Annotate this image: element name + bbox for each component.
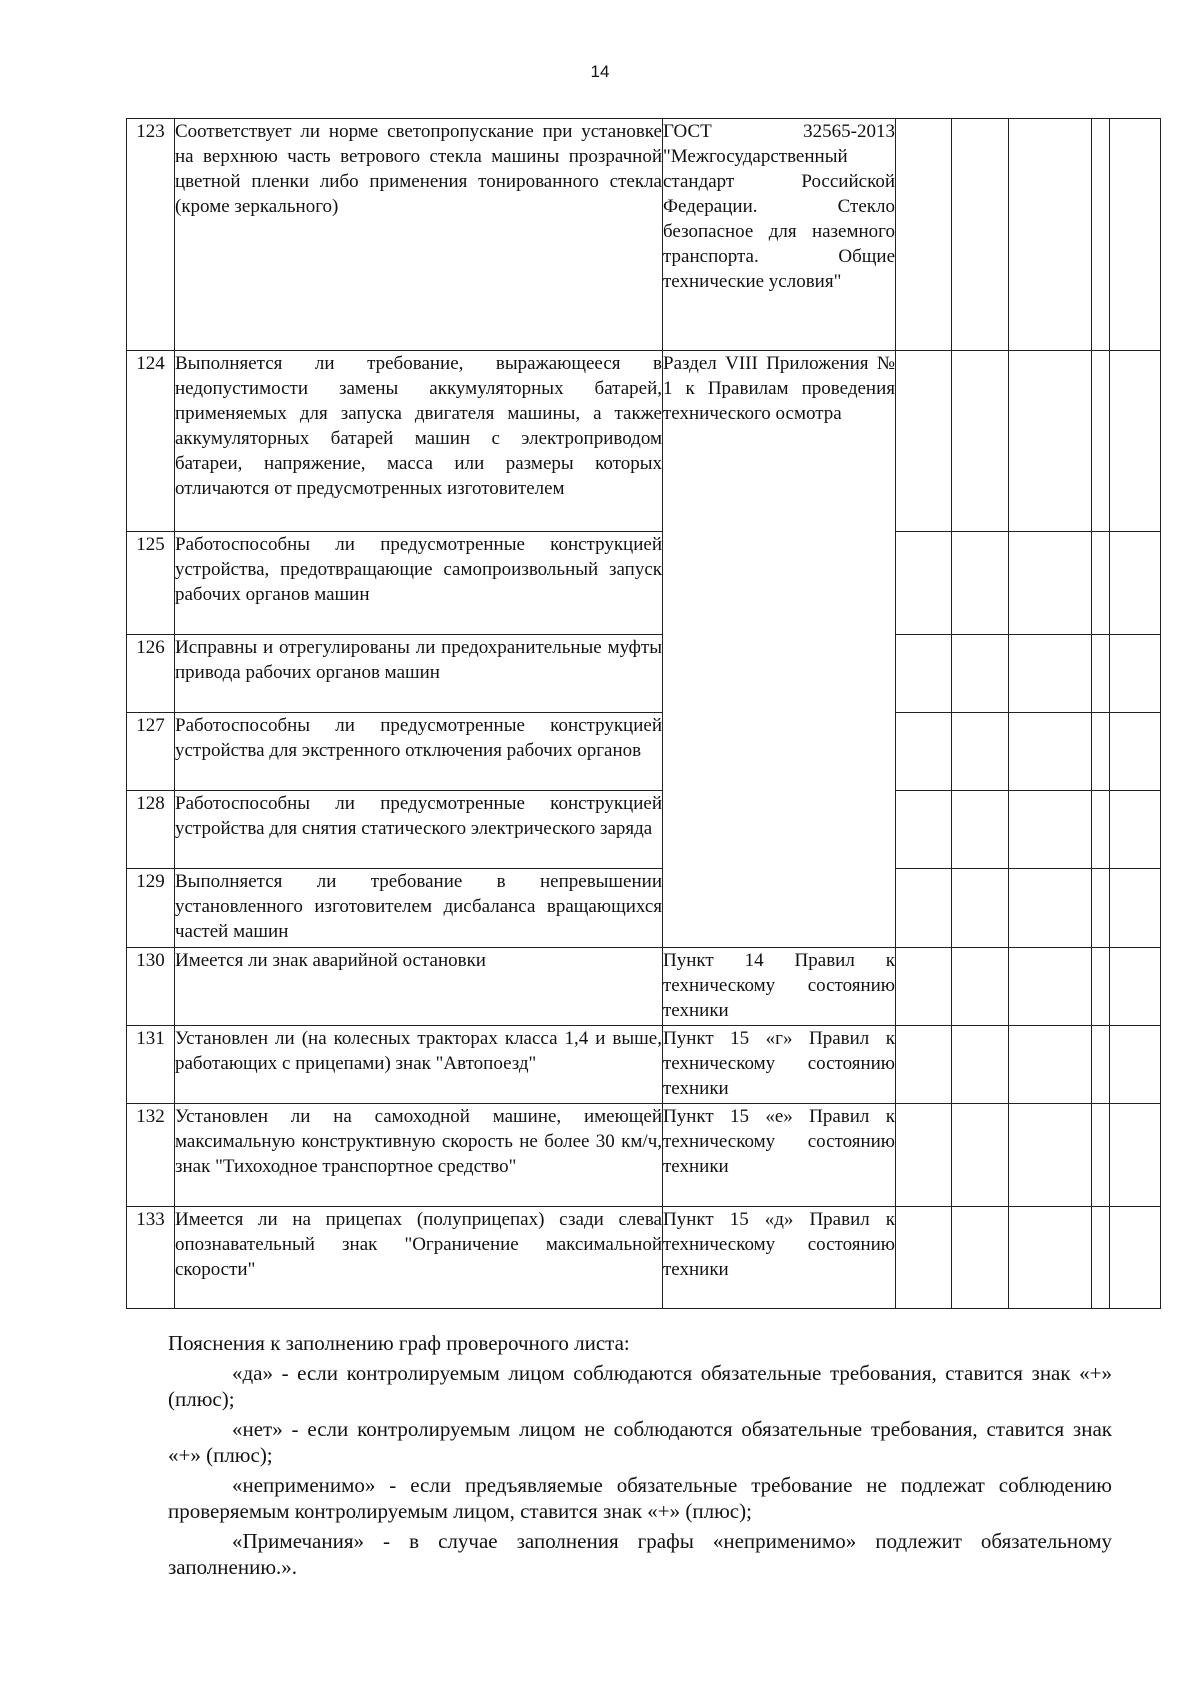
answer-cell-no[interactable] (952, 532, 1009, 635)
notes-cell[interactable] (1110, 119, 1161, 351)
instruction-yes: «да» - если контролируемым лицом соблюдаются обязательные требования, ставится знак «+» (плюс); (168, 1361, 1112, 1411)
row-number: 128 (127, 791, 175, 869)
requirement-text: Работоспособны ли предусмотренные конструкцией устройства, предотвращающие самопроизвольный запуск рабочих органов машин (175, 532, 663, 635)
notes-cell[interactable] (1110, 948, 1161, 1026)
requirement-text: Выполняется ли требование в непревышении установленного изготовителем дисбаланса вращающихся частей машин (175, 869, 663, 948)
table-row (127, 119, 1161, 351)
answer-cell-yes[interactable] (896, 1207, 952, 1309)
answer-cell-extra[interactable] (1092, 1026, 1110, 1104)
answer-cell-yes[interactable] (896, 869, 952, 948)
regulation-reference: Пункт 15 «г» Правил к техническому состоянию техники (663, 1026, 896, 1104)
answer-cell-not-applicable[interactable] (1009, 948, 1092, 1026)
answer-cell-not-applicable[interactable] (1009, 1026, 1092, 1104)
answer-cell-extra[interactable] (1092, 1207, 1110, 1309)
table-row (127, 532, 1161, 635)
answer-cell-yes[interactable] (896, 119, 952, 351)
answer-cell-not-applicable[interactable] (1009, 713, 1092, 791)
notes-cell[interactable] (1110, 351, 1161, 532)
answer-cell-no[interactable] (952, 1026, 1009, 1104)
answer-cell-extra[interactable] (1092, 351, 1110, 532)
answer-cell-no[interactable] (952, 1104, 1009, 1207)
notes-cell[interactable] (1110, 1207, 1161, 1309)
regulation-reference: ГОСТ 32565-2013 "Межгосударственный стандарт Российской Федерации. Стекло безопасное для наземного транспорта. Общие технические условия" (663, 119, 896, 351)
instruction-not-applicable: «неприменимо» - если предъявляемые обязательные требование не подлежат соблюдению проверяемым контролируемым лицом, ставится знак «+» (плюс); (168, 1473, 1112, 1523)
instruction-remarks: «Примечания» - в случае заполнения графы «неприменимо» подлежит обязательному заполнению.». (168, 1529, 1112, 1579)
row-number: 127 (127, 713, 175, 791)
answer-cell-yes[interactable] (896, 532, 952, 635)
regulation-reference: Пункт 14 Правил к техническому состоянию техники (663, 948, 896, 1026)
instruction-no: «нет» - если контролируемым лицом не соблюдаются обязательные требования, ставится знак «+» (плюс); (168, 1417, 1112, 1467)
notes-cell[interactable] (1110, 1026, 1161, 1104)
answer-cell-no[interactable] (952, 351, 1009, 532)
answer-cell-not-applicable[interactable] (1009, 791, 1092, 869)
answer-cell-not-applicable[interactable] (1009, 1207, 1092, 1309)
notes-cell[interactable] (1110, 1104, 1161, 1207)
table-row (127, 1104, 1161, 1207)
row-number: 130 (127, 948, 175, 1026)
answer-cell-extra[interactable] (1092, 791, 1110, 869)
answer-cell-extra[interactable] (1092, 532, 1110, 635)
requirement-text: Выполняется ли требование, выражающееся в недопустимости замены аккумуляторных батарей, применяемых для запуска двигателя машины, а также аккумуляторных батарей машин с электроприводом батареи, напряжение, масса или размеры которых отличаются от предусмотренных изготовителем (175, 351, 663, 532)
regulation-reference: Пункт 15 «е» Правил к техническому состоянию техники (663, 1104, 896, 1207)
checklist-table (126, 118, 1161, 1309)
answer-cell-no[interactable] (952, 791, 1009, 869)
answer-cell-no[interactable] (952, 869, 1009, 948)
answer-cell-extra[interactable] (1092, 119, 1110, 351)
answer-cell-not-applicable[interactable] (1009, 869, 1092, 948)
filling-instructions (168, 1330, 1112, 1580)
row-number: 129 (127, 869, 175, 948)
requirement-text: Работоспособны ли предусмотренные конструкцией устройства для снятия статического электрического заряда (175, 791, 663, 869)
instructions-heading: Пояснения к заполнению граф проверочного листа: (168, 1331, 630, 1355)
answer-cell-no[interactable] (952, 713, 1009, 791)
answer-cell-not-applicable[interactable] (1009, 119, 1092, 351)
row-number: 126 (127, 635, 175, 713)
row-number: 124 (127, 351, 175, 532)
answer-cell-extra[interactable] (1092, 1104, 1110, 1207)
answer-cell-no[interactable] (952, 635, 1009, 713)
table-row (127, 791, 1161, 869)
table-row (127, 351, 1161, 532)
requirement-text: Установлен ли на самоходной машине, имеющей максимальную конструктивную скорость не более 30 км/ч, знак "Тихоходное транспортное средство" (175, 1104, 663, 1207)
answer-cell-yes[interactable] (896, 948, 952, 1026)
answer-cell-not-applicable[interactable] (1009, 532, 1092, 635)
notes-cell[interactable] (1110, 532, 1161, 635)
table-row (127, 948, 1161, 1026)
requirement-text: Работоспособны ли предусмотренные конструкцией устройства для экстренного отключения рабочих органов (175, 713, 663, 791)
answer-cell-yes[interactable] (896, 791, 952, 869)
requirement-text: Исправны и отрегулированы ли предохранительные муфты привода рабочих органов машин (175, 635, 663, 713)
table-row (127, 869, 1161, 948)
requirement-text: Установлен ли (на колесных тракторах класса 1,4 и выше, работающих с прицепами) знак "Автопоезд" (175, 1026, 663, 1104)
answer-cell-not-applicable[interactable] (1009, 1104, 1092, 1207)
row-number: 132 (127, 1104, 175, 1207)
regulation-reference: Раздел VIII Приложения № 1 к Правилам проведения технического осмотра (663, 351, 896, 948)
answer-cell-yes[interactable] (896, 713, 952, 791)
answer-cell-no[interactable] (952, 948, 1009, 1026)
notes-cell[interactable] (1110, 713, 1161, 791)
answer-cell-yes[interactable] (896, 1104, 952, 1207)
answer-cell-extra[interactable] (1092, 948, 1110, 1026)
answer-cell-extra[interactable] (1092, 713, 1110, 791)
answer-cell-no[interactable] (952, 119, 1009, 351)
answer-cell-not-applicable[interactable] (1009, 351, 1092, 532)
row-number: 133 (127, 1207, 175, 1309)
answer-cell-yes[interactable] (896, 1026, 952, 1104)
answer-cell-yes[interactable] (896, 351, 952, 532)
table-row (127, 1026, 1161, 1104)
table-row (127, 713, 1161, 791)
notes-cell[interactable] (1110, 869, 1161, 948)
requirement-text: Имеется ли на прицепах (полуприцепах) сзади слева опознавательный знак "Ограничение максимальной скорости" (175, 1207, 663, 1309)
answer-cell-extra[interactable] (1092, 635, 1110, 713)
answer-cell-not-applicable[interactable] (1009, 635, 1092, 713)
answer-cell-extra[interactable] (1092, 869, 1110, 948)
notes-cell[interactable] (1110, 791, 1161, 869)
requirement-text: Соответствует ли норме светопропускание при установке на верхнюю часть ветрового стекла машины прозрачной цветной пленки либо применения тонированного стекла (кроме зеркального) (175, 119, 663, 351)
answer-cell-no[interactable] (952, 1207, 1009, 1309)
requirement-text: Имеется ли знак аварийной остановки (175, 948, 663, 1026)
table-row (127, 1207, 1161, 1309)
table-row (127, 635, 1161, 713)
row-number: 131 (127, 1026, 175, 1104)
page-number: 14 (590, 62, 610, 81)
row-number: 123 (127, 119, 175, 351)
notes-cell[interactable] (1110, 635, 1161, 713)
regulation-reference: Пункт 15 «д» Правил к техническому состоянию техники (663, 1207, 896, 1309)
row-number: 125 (127, 532, 175, 635)
answer-cell-yes[interactable] (896, 635, 952, 713)
